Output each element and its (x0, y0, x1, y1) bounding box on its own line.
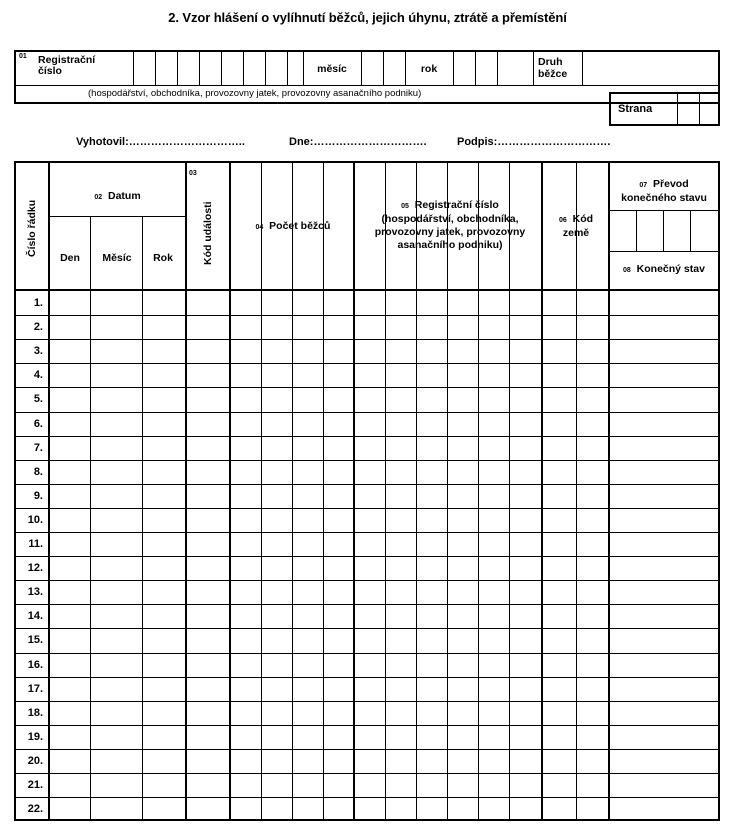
divider (610, 210, 718, 211)
divider (199, 52, 200, 85)
column-header-event-code: Kód události (202, 201, 214, 266)
table-row-number: 11. (28, 538, 43, 550)
table-row[interactable] (50, 509, 718, 531)
table-row-number: 5. (33, 393, 43, 406)
event-code-tag-num: 03 (189, 170, 197, 177)
prepared-by-field[interactable]: Vyhotovil:………………………….. (76, 136, 245, 148)
table-row[interactable] (50, 654, 718, 676)
divider (533, 52, 534, 85)
month-label: měsíc (317, 63, 347, 75)
table-row-number: 19. (27, 730, 43, 743)
column-header-year: Rok (153, 252, 173, 264)
table-row-number: 13. (27, 586, 43, 599)
divider (287, 52, 288, 85)
divider (663, 210, 664, 251)
table-row[interactable] (50, 702, 718, 724)
registration-col-line2: (hospodářství, obchodníka, (381, 213, 519, 225)
breed-label-line2: běžce (538, 67, 568, 80)
table-row-number: 17. (27, 682, 43, 695)
breed-label-line1: Druh (538, 56, 563, 68)
divider (265, 52, 266, 85)
date-tag: 02 (94, 194, 103, 201)
divider (155, 52, 156, 85)
final-state-title: Konečný stav (636, 263, 705, 275)
page-title: 2. Vzor hlášení o vylíhnutí běžců, jejich úhynu, ztrátě a přemístění (168, 10, 567, 25)
divider (690, 210, 691, 251)
table-row-number: 3. (33, 345, 43, 358)
table-row[interactable] (50, 605, 718, 627)
table-row-number: 7. (33, 441, 43, 454)
table-row[interactable] (50, 388, 718, 410)
table-row[interactable] (50, 364, 718, 386)
table-row-number: 6. (33, 417, 43, 430)
table-row-number: 4. (33, 369, 43, 382)
table-row[interactable] (50, 461, 718, 483)
column-header-row-number: Číslo řádku (26, 199, 38, 257)
divider (636, 210, 637, 251)
table-row-number: 20. (27, 754, 43, 767)
divider (16, 289, 718, 291)
column-header-date (50, 190, 185, 202)
date-title: Datum (107, 190, 141, 202)
divider (677, 94, 678, 124)
column-header-registration (355, 199, 545, 252)
divider (582, 52, 583, 85)
transfer-line1: Převod (653, 178, 689, 190)
divider (221, 52, 222, 85)
breed-label (538, 57, 567, 80)
table-row[interactable] (50, 774, 718, 796)
divider (243, 52, 244, 85)
divider (177, 52, 178, 85)
signature-field[interactable]: Podpis:…………………………. (457, 136, 611, 148)
table-row-number: 1. (33, 297, 43, 309)
country-code-line1: Kód (572, 213, 594, 225)
event-code-tag (189, 166, 203, 178)
registration-col-tag: 05 (401, 203, 409, 210)
table-row[interactable] (50, 750, 718, 772)
country-code-line2: země (562, 227, 590, 239)
divider (453, 52, 454, 85)
transfer-tag: 07 (639, 182, 648, 189)
table-row[interactable] (50, 437, 718, 459)
table-row[interactable] (50, 413, 718, 435)
table-row[interactable] (50, 798, 718, 820)
table-row-number: 16. (27, 658, 43, 671)
table-row-number: 18. (27, 706, 43, 719)
table-row[interactable] (50, 726, 718, 748)
date-field[interactable]: Dne:…………………………. (289, 136, 427, 148)
column-header-count (233, 220, 353, 232)
registration-col-line1: Registrační číslo (414, 199, 499, 211)
table-row[interactable] (50, 292, 718, 314)
divider (475, 52, 476, 85)
table-row[interactable] (50, 581, 718, 603)
divider (610, 251, 718, 252)
table-row-number: 2. (33, 321, 43, 334)
table-row[interactable] (50, 340, 718, 362)
year-label: rok (420, 63, 438, 75)
column-header-final-state (610, 263, 718, 275)
divider (16, 85, 718, 86)
table-row-number: 9. (33, 489, 43, 502)
count-title: Počet běžců (269, 220, 331, 232)
table-row[interactable] (50, 316, 718, 338)
count-tag: 04 (255, 224, 264, 231)
page-number-box (609, 92, 720, 126)
divider (133, 52, 134, 85)
header-note: (hospodářství, obchodníka, provozovny jatek, provozovny asanačního podniku) (88, 88, 422, 99)
table-row-number: 22. (27, 803, 43, 816)
table-row-number: 21. (27, 779, 43, 791)
column-header-transfer (610, 178, 718, 205)
registration-label (38, 55, 95, 77)
registration-col-line4: asanačního podniku) (397, 239, 503, 251)
registration-label-line1: Registrační (38, 54, 96, 66)
divider (361, 52, 362, 85)
table-row-number: 10. (27, 513, 43, 526)
registration-label-line2: číslo (38, 65, 62, 77)
column-header-day: Den (60, 252, 80, 264)
records-table (14, 161, 720, 821)
table-row[interactable] (50, 678, 718, 700)
table-row[interactable] (50, 557, 718, 579)
registration-number-tag: 01 (19, 53, 27, 60)
table-row-number: 14. (27, 610, 43, 623)
table-row[interactable] (50, 485, 718, 507)
table-row-number: 8. (33, 465, 43, 478)
divider (50, 216, 185, 217)
table-row-number: 15. (27, 634, 43, 647)
divider (383, 52, 384, 85)
table-row[interactable] (50, 533, 718, 555)
table-row[interactable] (50, 629, 718, 651)
country-code-tag: 06 (558, 217, 567, 224)
registration-col-line3: provozovny jatek, provozovny (374, 226, 526, 238)
column-header-month: Měsíc (102, 252, 132, 264)
page-label: Strana (618, 103, 653, 115)
divider (497, 52, 498, 85)
transfer-line2: konečného stavu (621, 192, 707, 204)
final-state-tag: 08 (623, 267, 631, 274)
divider (699, 94, 700, 124)
table-row-number: 12. (27, 562, 43, 575)
